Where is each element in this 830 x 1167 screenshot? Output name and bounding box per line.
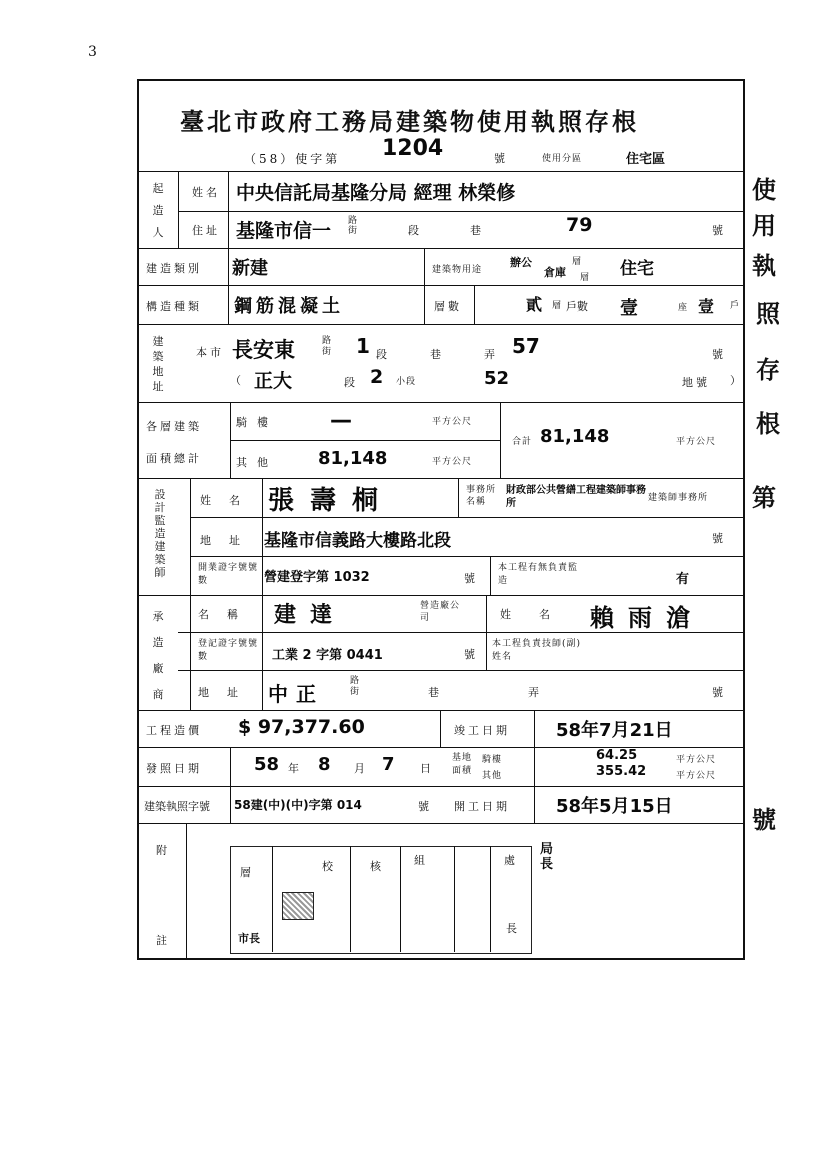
form-title: 臺北市政府工務局建築物使用執照存根	[180, 107, 639, 136]
households-label: 戶數	[566, 300, 588, 313]
margin-char-6: 根	[756, 410, 780, 438]
structure-value: 鋼筋混凝土	[234, 296, 344, 317]
contractor-addr-value: 中正	[268, 682, 324, 706]
issue-label: 發照日期	[146, 762, 202, 775]
area-total-value: 81,148	[540, 426, 610, 447]
area-other-label: 其他	[236, 456, 278, 469]
base-unit-1: 平方公尺	[676, 755, 717, 765]
zone-value: 住宅區	[626, 152, 666, 167]
build-permit-value: 58建(中)(中)字第 014	[234, 798, 362, 812]
contractor-reg-value: 工業 2 字第 0441	[272, 648, 383, 663]
completion-value: 58年7月21日	[556, 720, 673, 741]
margin-char-1: 使	[752, 176, 776, 204]
floors-unit: 層	[552, 301, 563, 311]
designer-responsible-value: 有	[676, 572, 690, 587]
location-segment-value: 1	[356, 334, 370, 358]
designer-addr-value: 基隆市信義路大樓路北段	[264, 531, 451, 551]
base-unit-2: 平方公尺	[676, 771, 717, 781]
building-usage-value-3: 住宅	[620, 259, 654, 279]
margin-char-8: 號	[752, 806, 776, 834]
location-alley-label: 弄	[484, 348, 498, 361]
household-seat-value: 壹	[698, 297, 715, 316]
issue-day-label: 日	[420, 762, 434, 775]
stamp-1: 層	[240, 866, 254, 879]
location-road-value: 長安東	[232, 338, 295, 362]
margin-char-4: 照	[756, 300, 780, 328]
contractor-reg-no-label: 號	[464, 648, 478, 661]
location-subsection-label: 小段	[396, 377, 417, 387]
area-arcade-value: —	[330, 408, 352, 433]
area-unit-2: 平方公尺	[432, 457, 473, 467]
contractor-addr-alley: 弄	[528, 686, 542, 699]
contractor-addr-label: 地址	[198, 686, 256, 699]
location-lot-label: 地號	[682, 376, 710, 389]
contractor-addr-no: 號	[712, 686, 726, 699]
contractor-person-label: 姓名	[500, 608, 578, 621]
location-lane-label: 巷	[430, 348, 444, 361]
permit-prefix: （58）使字第	[244, 152, 341, 166]
cost-value: $ 97,377.60	[238, 716, 365, 738]
households-unit: 戶	[730, 301, 741, 311]
building-usage-value-2: 倉庫	[544, 266, 566, 279]
contractor-tech-label: 本工程負責技師(副)姓名	[492, 639, 582, 662]
designer-license-no-label: 號	[464, 572, 478, 585]
issue-month-label: 月	[354, 762, 368, 775]
issue-day: 7	[382, 754, 395, 775]
applicant-addr-label: 住址	[192, 224, 220, 237]
page-mark: 3	[88, 44, 97, 60]
remarks-label-1: 附	[156, 844, 170, 857]
location-paren-open: （	[230, 374, 244, 387]
contractor-name-label: 名稱	[198, 608, 256, 621]
location-subsection-value: 2	[370, 366, 384, 388]
location-district-label: 段	[344, 376, 358, 389]
base-label: 基地面積	[452, 753, 473, 776]
building-type-value: 新建	[232, 258, 268, 279]
designer-license-value: 營建登字第 1032	[264, 570, 370, 585]
floors-value: 貳	[526, 295, 543, 314]
location-lot-value: 52	[484, 368, 510, 389]
cost-label: 工程造價	[146, 724, 202, 737]
margin-char-3: 執	[752, 252, 776, 280]
permit-suffix: 號	[494, 152, 508, 165]
location-paren-close: ）	[730, 374, 744, 387]
area-label-2: 面積總計	[146, 452, 202, 465]
stamp-7: 局長	[540, 842, 554, 872]
contractor-reg-label: 登記證字號號數	[198, 639, 259, 662]
building-usage-value-1: 辦公	[510, 256, 532, 269]
build-permit-no-label: 號	[418, 800, 432, 813]
base-arcade-value: 64.25	[596, 748, 638, 763]
margin-char-7: 第	[752, 484, 776, 512]
stamp-6: 長	[506, 922, 520, 935]
applicant-addr-road: 路街	[348, 216, 359, 236]
seal-square	[282, 892, 314, 920]
designer-office-value: 財政部公共營繕工程建築師事務所	[506, 485, 646, 509]
designer-license-label: 開業證字號號數	[198, 563, 259, 586]
applicant-name-label: 姓名	[192, 186, 220, 199]
base-other-label: 其他	[482, 771, 503, 781]
location-no-value: 57	[512, 334, 540, 358]
designer-addr-label: 地址	[200, 534, 258, 547]
stamp-5: 處	[504, 854, 518, 867]
base-arcade-label: 騎樓	[482, 755, 503, 765]
stamp-2: 校	[322, 860, 336, 873]
location-section-label: 建築地址	[152, 335, 164, 393]
stamp-4: 組	[414, 854, 428, 867]
issue-month: 8	[318, 754, 331, 775]
designer-office-suffix: 建築師事務所	[648, 493, 709, 503]
location-road-suffix: 路街	[322, 336, 333, 357]
applicant-section-label: 起造人	[152, 182, 164, 239]
contractor-person-value: 賴雨滄	[590, 604, 704, 632]
floors-label: 層數	[434, 300, 462, 313]
start-value: 58年5月15日	[556, 796, 673, 817]
margin-char-5: 存	[756, 356, 780, 384]
designer-addr-no-label: 號	[712, 532, 726, 545]
completion-label: 竣工日期	[454, 724, 510, 737]
issue-year-label: 年	[288, 762, 302, 775]
structure-label: 構造種類	[146, 300, 202, 313]
margin-char-2: 用	[752, 212, 776, 240]
contractor-addr-lane: 巷	[428, 686, 442, 699]
applicant-addr-segment: 段	[408, 224, 422, 237]
applicant-addr-no-label: 號	[712, 224, 726, 237]
building-type-label: 建造類別	[146, 262, 202, 275]
location-no-label: 號	[712, 348, 726, 361]
applicant-addr-no-value: 79	[566, 214, 593, 236]
contractor-section-label: 承造廠商	[152, 610, 164, 701]
designer-office-label: 事務所名稱	[466, 485, 497, 507]
designer-name-label: 姓名	[200, 494, 258, 507]
issue-year: 58	[254, 754, 280, 775]
start-label: 開工日期	[454, 800, 510, 813]
applicant-addr-lane: 巷	[470, 224, 484, 237]
building-usage-label: 建築物用途	[432, 265, 483, 275]
stamp-3: 核	[370, 860, 384, 873]
stamp-block: 市長	[238, 932, 260, 945]
building-usage-floor-1: 層	[572, 257, 583, 267]
building-usage-floor-2: 層	[580, 273, 591, 283]
designer-name-value: 張壽桐	[268, 486, 395, 516]
area-label-1: 各層建築	[146, 420, 202, 433]
contractor-addr-road: 路街	[350, 676, 361, 697]
area-unit-1: 平方公尺	[432, 417, 473, 427]
zone-label: 使用分區	[542, 154, 583, 164]
designer-section-label: 設計監造建築師	[154, 488, 166, 579]
contractor-company-label: 營造廠公司	[420, 601, 461, 623]
location-city-label: 本市	[196, 346, 224, 359]
build-permit-label: 建築執照字號	[144, 800, 210, 813]
area-total-label: 合計	[512, 437, 533, 447]
households-value: 壹	[620, 298, 638, 319]
permit-number: 1204	[382, 136, 444, 161]
household-seat-unit: 座	[678, 303, 689, 313]
location-district-value: 正大	[254, 370, 293, 392]
area-other-value: 81,148	[318, 448, 388, 469]
contractor-name-value: 建達	[274, 603, 347, 628]
designer-responsible-label: 本工程有無負責監造	[498, 563, 579, 586]
area-total-unit: 平方公尺	[676, 437, 717, 447]
applicant-addr-value: 基隆市信一	[236, 220, 332, 242]
applicant-name-value: 中央信託局基隆分局 經理 林榮修	[236, 182, 516, 204]
location-segment-label: 段	[376, 348, 390, 361]
remarks-label-2: 註	[156, 934, 170, 947]
area-arcade-label: 騎樓	[236, 416, 278, 429]
base-other-value: 355.42	[596, 764, 647, 779]
